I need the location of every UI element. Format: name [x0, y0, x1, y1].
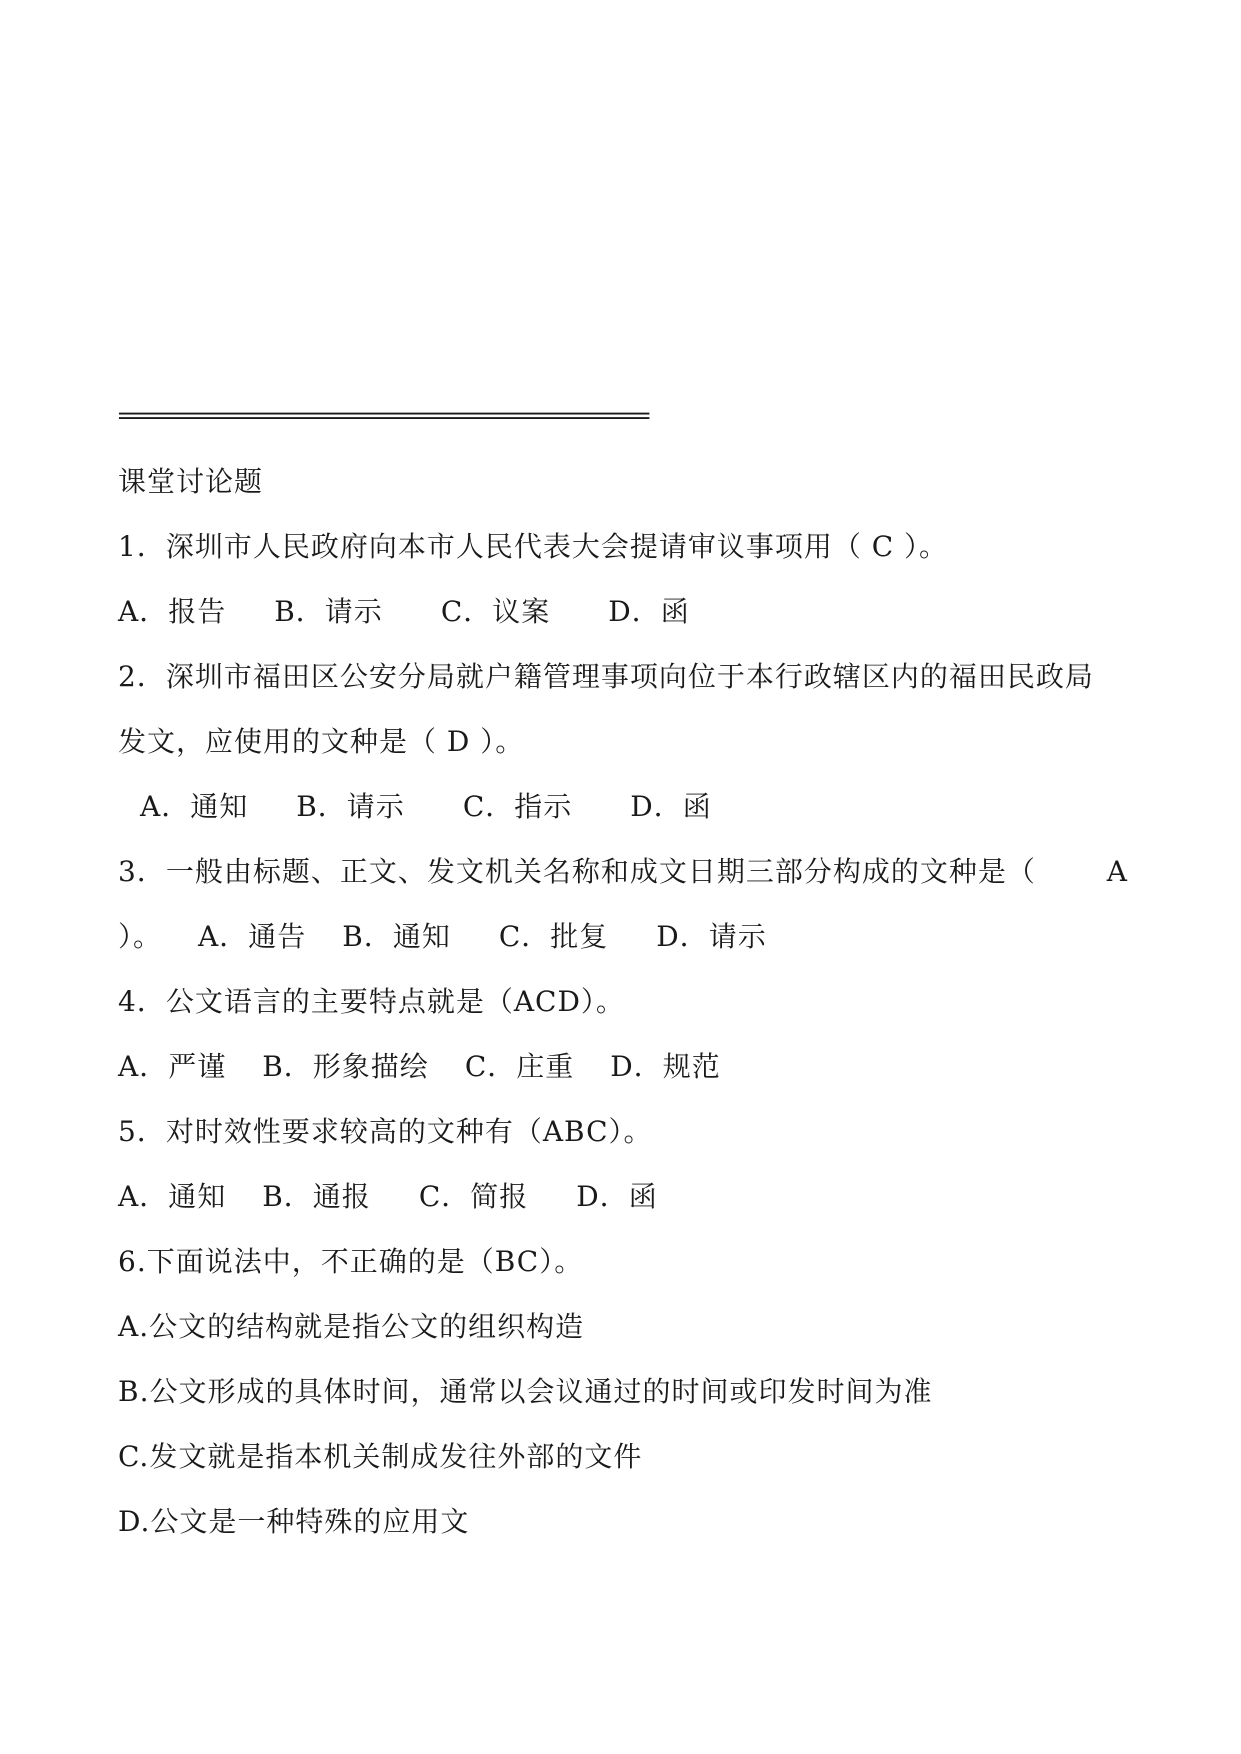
option-a: A．通知	[118, 1180, 227, 1213]
document-body	[118, 384, 1128, 1554]
question-4-options	[118, 1034, 1128, 1099]
question-2-stem-line2: 发文，应使用的文种是（ D ）。	[118, 725, 525, 758]
option-c: C．庄重	[464, 1050, 575, 1083]
option-d: D．函	[576, 1180, 658, 1213]
question-6-option-d: D.公文是一种特殊的应用文	[118, 1505, 470, 1538]
option-a: A．通知	[140, 790, 249, 823]
option-b: B．请示	[274, 595, 383, 628]
question-2-stem-line1: 2．深圳市福田区公安分局就户籍管理事项向位于本行政辖区内的福田民政局	[118, 660, 1094, 693]
option-c: C．简报	[418, 1180, 529, 1213]
question-5-stem: 5．对时效性要求较高的文种有（ABC）。	[118, 1115, 653, 1148]
option-c: C．指示	[462, 790, 573, 823]
option-b: B．通知	[342, 920, 451, 953]
option-c: C．批复	[498, 920, 609, 953]
option-a: A．严谨	[118, 1050, 227, 1083]
option-c: C．议案	[440, 595, 551, 628]
question-6-option-c: C.发文就是指本机关制成发往外部的文件	[118, 1440, 643, 1473]
question-3-answer: A	[1106, 855, 1128, 888]
question-1-stem: 1．深圳市人民政府向本市人民代表大会提请审议事项用（ C ）。	[118, 530, 949, 563]
question-3-stem-close: ）。	[118, 920, 163, 953]
option-d: D．请示	[656, 920, 767, 953]
question-5-options	[118, 1164, 1128, 1229]
option-a: A．报告	[118, 595, 227, 628]
question-6-stem: 6.下面说法中，不正确的是（BC）。	[118, 1245, 584, 1278]
option-b: B．形象描绘	[262, 1050, 429, 1083]
question-2-options	[118, 774, 1128, 839]
option-b: B．请示	[296, 790, 405, 823]
question-3-stem-text: 3．一般由标题、正文、发文机关名称和成文日期三部分构成的文种是（	[118, 855, 1036, 888]
question-6-option-b: B.公文形成的具体时间，通常以会议通过的时间或印发时间为准	[118, 1375, 933, 1408]
question-6-option-a: A.公文的结构就是指公文的组织构造	[118, 1310, 585, 1343]
option-d: D．函	[608, 595, 690, 628]
question-4-stem: 4．公文语言的主要特点就是（ACD）。	[118, 985, 625, 1018]
question-3-options	[118, 904, 1128, 969]
option-d: D．函	[630, 790, 712, 823]
option-b: B．通报	[262, 1180, 371, 1213]
question-3-stem-line1	[118, 839, 1128, 904]
section-title: 课堂讨论题	[118, 465, 264, 498]
question-1-options	[118, 579, 1128, 644]
separator-line: ================================================	[118, 404, 649, 429]
option-a: A．通告	[198, 920, 307, 953]
option-d: D．规范	[610, 1050, 721, 1083]
